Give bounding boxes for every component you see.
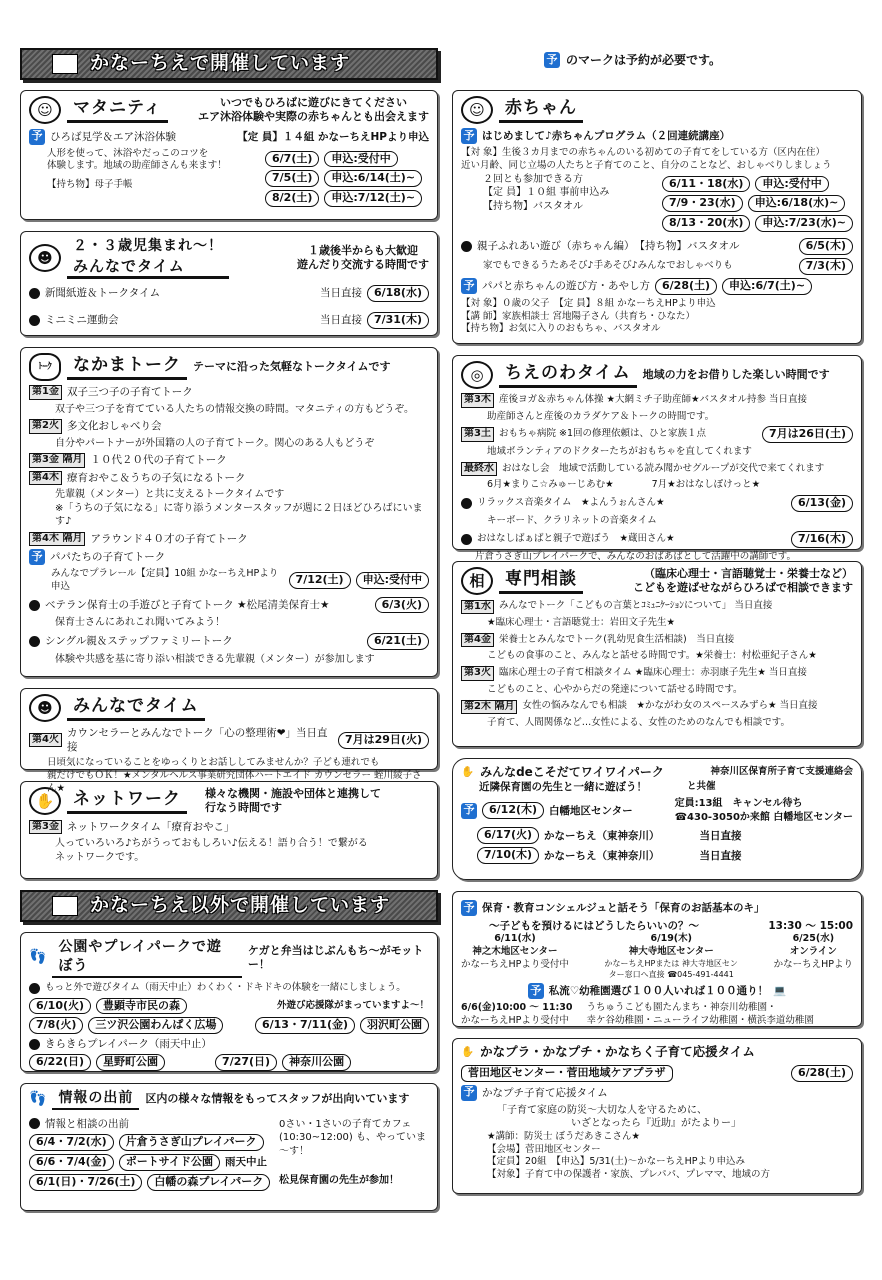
consult-icon: 相	[461, 567, 493, 595]
senmon-section: 相 専門相談 （臨床心理士・言語聴覚士・栄養士など） こどもを遊ばせながらひろばで相談できます 第1水 みんなでトーク「こどもの言葉とｺﾐｭﾆｹｰｼｮﾝについて」 当日直接 ★臨床心理士・言語聴覚士：岩田文子先生★ 第4金 栄養士とみんなでトーク(乳幼児食生活相談) 当日直接 こどもの食事のこと、みんなと話せる時間です。★栄養士：村松亜紀子さん★ 第3火 臨床心理士の子育て相談タイム ★臨床心理士：赤羽康子先生★ 当日直接 こどものこと、心やからだの発達について話せる時間です。 第2木 隔月 女性の悩みなんでも相談 ★かながわ女のスペースみずら★ 当日直接 子育て、人間関係など…女性による、女性のためのなんでも相談です。	[452, 561, 862, 747]
chienowa-section: ◎ ちえのわタイム 地域の力をお借りした楽しい時間です 第3木 産後ヨガ＆赤ちゃん体操 ★大網ミチ子助産師★バスタオル持参 当日直接 助産師さんと産後のカラダケア＆トークの時間です。 第3土 おもちゃ病院 ※1回の修理依頼は、ひと家族１点 7月は26日(土) 地域ボランティアのドクターたちがおもちゃを直してくれます 最終水 おはなし会 地域で活動している読み聞かせグループが交代で来てくれます 6月★まりこ☆みゅーじあむ★ 7月★おはなしぽけっと★ リラックス音楽タイム ★よんうぉんさん★ 6/13(金) キーボード、クラリネットの音楽タイム おはなしばぁばと親子で遊ぼう ★蔵田さん★ 7/16(木) 片倉うさぎ山プレイパークで、みんなのおばあばとして活躍中の講師です。	[452, 355, 862, 550]
footprint-icon: 👣	[29, 1091, 47, 1107]
baby-section: ☺ 赤ちゃん 予 はじめまして♪赤ちゃんプログラム（２回連続講座） 【対 象】生後３カ月までの赤ちゃんのいる初めての子育てをしている方（区内在住） 近い月齢、同じ立場の人たちと子育てのこと、自分のことなど、おしゃべりしましょう ２回とも参加できる方 【定 員】１０組 事前申込み 【持ち物】バスタオル 6/11・18(水) 申込:受付中 7/9・23(水) 申込:6/18(水)~ 8/13・20(水) 申込:7/23(水)~ 親子ふれあい遊び（赤ちゃん編） 【持ち物】バスタオル 6/5(木) 家でもできるうたあそび♪手あそび♪みんなでおしゃべりも 7/3(木) 予 パパと赤ちゃんの遊び方・あやし方 6/28(土) 申込:6/7(土)~ 【対 象】０歳の父子 【定 員】８組 かなーちえHPより申込 【講 師】家族相談士 宮地陽子さん（共育ち・ひなた） 【持ち物】お気に入りのおもちゃ、バスタオル	[452, 90, 862, 344]
ring-icon: ◎	[461, 361, 493, 389]
age23-section: ☻ ２・３歳児集まれ～！ みんなでタイム １歳後半からも大歓迎 遊んだり交流する時間です 新聞紙遊＆トークタイム 当日直接 6/18(水) ミニミニ運動会 当日直接 7/31(木)	[20, 231, 438, 336]
outreach-section: 👣 情報の出前 区内の様々な情報をもってスタッフが出向いています 情報と相談の出前 6/4・7/2(水) 片倉うさぎ山プレイパーク 6/6・7/4(金) ポートサイド公園 雨天中止 6/1(日)・7/26(土) 白幡の森プレイパーク 0さい・1さいの子育てカフェ (10:30~12:00) も、やっていま～す！ 松見保育園の先生が参加！	[20, 1083, 438, 1211]
people-icon: ☻	[29, 244, 61, 272]
left-column	[20, 46, 438, 1222]
baby-icon: ☺	[29, 96, 61, 124]
network-section: ✋ ネットワーク 様々な機関・施設や団体と連携して 行なう時間です 第3金 ネットワークタイム「療育おやこ」 人っていろいろ♪ちがうっておもしろい♪伝える！語り合う！で繋がる ネットワークです。	[20, 781, 438, 879]
waiwai-section: ✋ みんなdeこそだてワイワイパーク 神奈川区保育所子育て支援連絡会 近隣保育園の先生と一緒に遊ぼう！ と共催 予 6/12(木) 白幡地区センター 定員:13組 キャンセル待ち ☎430-3050か来館 白幡地区センター 6/17(火) かなーちえ（東神奈川） 当日直接 7/10(木) かなーちえ（東神奈川） 当日直接	[452, 758, 862, 880]
speech-bubble-icon: ﾄｰｸ	[29, 353, 61, 381]
minna-time-section: ☻ みんなでタイム 第4火 カウンセラーとみんなでトーク「心の整理術❤」当日直接 7月は29日(火) 日頃気になっていることをゆっくりとお話ししてみませんか？子ども連れでも 親だけでもＯＫ！★メンタルヘルス事業研究団体ハートエイド カウンセラー 蛭川綾子さん★	[20, 688, 438, 770]
kanapura-section: ✋ かなプラ・かなプチ・かなちく子育て応援タイム 菅田地区センター・菅田地域ケアプラザ 6/28(土) 予 かなプチ子育て応援タイム 「子育て家庭の防災～大切な人を守るために、 いざとなったら『近助』がたよりー」 ★講師：防災士 ぼうだあきこさん★ 【会場】菅田地区センター 【定員】20組 【申込】5/31(土)～かなーちえHPより申込み 【対象】子育て中の保護者・家族、プレパパ、プレママ、地域の方	[452, 1038, 862, 1194]
handshake-icon: ✋	[461, 766, 475, 778]
nakama-talk-section: ﾄｰｸ なかまトーク テーマに沿った気軽なトークタイムです 第1金 双子三つ子の子育てトーク 双子や三つ子を育てている人たちの情報交換の時間。マタニティの方もどうぞ。 第2火 多文化おしゃべり会 自分やパートナーが外国籍の人の子育てトーク。関心のある人もどうぞ 第3金 隔月 １０代２０代の子育てトーク 第4木 療育おやこ＆うちの子気になるトーク 先輩親（メンター）と共に支えるトークタイムです ※「うちの子気になる」に寄り添うメンタースタッフが週に２日ほどひろばにいます♪ 第4木 隔月 アラウンド４０才の子育てトーク 予 パパたちの子育てトーク みんなでプラレール【定員】10組 かなーちえHPより申込 7/12(土) 申込:受付中 ベテラン保育士の手遊びと子育てトーク ★松尾清美保育士★ 6/3(火) 保育士さんにあれこれ聞いてみよう！ シングル親＆ステップファミリートーク 6/21(土) 体験や共感を基に寄り添い相談できる先輩親（メンター）が参加します	[20, 347, 438, 677]
people-icon: ☻	[29, 694, 61, 722]
banner-outside: かなーちえ以外で開催しています	[20, 890, 438, 922]
maternity-section: ☺ マタニティ いつでもひろばに遊びにきてください エア沐浴体験や実際の赤ちゃんとも出会えます 予 ひろば見学＆エア沐浴体験 【定 員】１４組 かなーちえHPより申込 人形を使って、沐浴やだっこのコツを 体験します。地域の助産師さんも来ます！ 【持ち物】母子手帳 6/7(土) 申込:受付中 7/5(土) 申込:6/14(土)~ 8/2(土) 申込:7/12(土)~	[20, 90, 438, 220]
park-section: 👣 公園やプレイパークで遊ぼう ケガと弁当はじぶんもち～がモットー！ もっと外で遊びタイム（雨天中止）わくわく・ドキドキの体験を一緒にしましょう。 6/10(火) 豊顕寺市民の森 外遊び応援隊がまっていますよ～！ 7/8(火) 三ツ沢公園わんぱく広場 6/13・7/11(金) 羽沢町公園 きらきらプレイパーク（雨天中止） 6/22(日) 星野町公園 7/27(日) 神奈川公園	[20, 932, 438, 1072]
handshake-icon: ✋	[29, 787, 61, 815]
reserve-icon: 予	[29, 129, 45, 145]
baby-face-icon: ☺	[461, 96, 493, 124]
footprint-icon: 👣	[29, 949, 47, 966]
concierge-section: 予 保育・教育コンシェルジュと話そう「保育のお話基本のキ」 ～子どもを預けるにはどうしたらいいの？～ 13:30 ～ 15:00 6/11(水) 神之木地区センター かなーちえHPより受付中 6/19(木) 神大寺地区センター かなーちえHPまたは 神大寺地区センター窓口へ直接 ☎045-491-4441 6/25(水) オンライン かなーちえHPより 予 私流♡幼稚園選び１００人いれば１００通り！ 💻 6/6(金)10:00 ～ 11:30 かなーちえHPより受付中 うちゅうこども園たんまち・神奈川幼稚園・ 幸ケ谷幼稚園・ニューライフ幼稚園・横浜李道幼稚園	[452, 891, 862, 1027]
laptop-icon: 💻	[773, 985, 787, 998]
reserve-icon: 予	[544, 52, 560, 68]
banner-kanachie: かなーちえで開催しています	[20, 48, 438, 80]
right-column: 予 のマークは予約が必要です。 ☺ 赤ちゃん 予 はじめまして♪赤ちゃんプログラム（２回連続講座） 【対 象】生後３カ月までの赤ちゃんのいる初めての子育てをしている方（区内在住） 近い月齢、同じ立場の人たちと子育てのこと、自分のことなど、おしゃべりしましょう ２回とも参加できる方 【定 員】１０組 事前申込み 【持ち物】バスタオル 6/11・18(水) 申込:受付中 7/9・23(水) 申込:6/18(水)~ 8/13・20(水) 申込:7/23(水)~ 親子ふれあい遊び（赤ちゃん編） 【持ち物】バスタオル 6/5(木) 家でもできるうたあそび♪手あそび♪みんなでおしゃべりも 7/3(木) 予 パパと赤ちゃんの遊び方・あやし方 6/28(土) 申込:6/7(土)~ 【対 象】０歳の父子 【定 員】８組 かなーちえHPより申込 【講 師】家族相談士 宮地陽子さん（共育ち・ひなた） 【持ち物】お気に入りのおもちゃ、バスタオル ◎ ちえのわタイム 地域の力をお借りした楽しい時間です 第3木 産後ヨガ＆赤ちゃん体操 ★大網ミチ子助産師★バスタオル持参 当日直接 助産師さんと産後のカラダケア＆トークの時間です。 第3土 おもちゃ病院 ※1回の修理依頼は、ひと家族１点 7月は26日(土) 地域ボランティアのドクターたちがおもちゃを直してくれます 最終水 おはなし会 地域で活動している読み聞かせグループが交代で来てくれます 6月★まりこ☆みゅーじあむ★ 7月★おはなしぽけっと★ リラックス音楽タイム ★よんうぉんさん★ 6/13(金) キーボード、クラリネットの音楽タイム おはなしばぁばと親子で遊ぼう ★蔵田さん★ 7/16(木) 片倉うさぎ山プレイパークで、みんなのおばあばとして活躍中の講師です。 相 専門相談 （臨床心理士・言語聴覚士・栄養士など） こどもを遊ばせながらひろばで相談できます 第1水 みんなでトーク「こどもの言葉とｺﾐｭﾆｹｰｼｮﾝについて」 当日直接 ★臨床心理士・言語聴覚士：岩田文子先生★ 第4金 栄養士とみんなでトーク(乳幼児食生活相談) 当日直接 こどもの食事のこと、みんなと話せる時間です。★栄養士：村松亜紀子さん★ 第3火 臨床心理士の子育て相談タイム ★臨床心理士：赤羽康子先生★ 当日直接 こどものこと、心やからだの発達について話せる時間です。 第2木 隔月 女性の悩みなんでも相談 ★かながわ女のスペースみずら★ 当日直接 子育て、人間関係など…女性による、女性のためのなんでも相談です。 ✋ みんなdeこそだてワイワイパーク 神奈川区保育所子育て支援連絡会 近隣保育園の先生と一緒に遊ぼう！ と共催 予 6/12(木) 白幡地区センター 定員:13組 キャンセル待ち ☎430-3050か来館 白幡地区センター 6/17(火) かなーちえ（東神奈川） 当日直接 7/10(木) かなーちえ（東神奈川） 当日直接 予 保育・教育コンシェルジュと話そう「保育のお話基本のキ」 ～子どもを預けるにはどうしたらいいの？～ 13:30 ～ 15:00 6/11(水) 神之木地区センター かなーちえHPより受付中 6/19(木) 神大寺地区センター かなーちえHPまたは 神大寺地区センター窓口へ直接 ☎045-491-4441 6/25(水) オンライン かなーちえHPより 予 私流♡幼稚園選び１００人いれば１００通り！ 💻 6/6(金)10:00 ～ 11:30 かなーちえHPより受付中 うちゅうこども園たんまち・神奈川幼稚園・ 幸ケ谷幼稚園・ニューライフ幼稚園・横浜李道幼稚園 ✋ かなプラ・かなプチ・かなちく子育て応援タイム 菅田地区センター・菅田地域ケアプラザ 6/28(土) 予 かなプチ子育て応援タイム 「子育て家庭の防災～大切な人を守るために、 いざとなったら『近助』がたよりー」 ★講師：防災士 ぼうだあきこさん★ 【会場】菅田地区センター 【定員】20組 【申込】5/31(土)～かなーちえHPより申込み 【対象】子育て中の保護者・家族、プレパパ、プレママ、地域の方	[452, 46, 862, 1205]
handshake-icon: ✋	[461, 1046, 475, 1059]
